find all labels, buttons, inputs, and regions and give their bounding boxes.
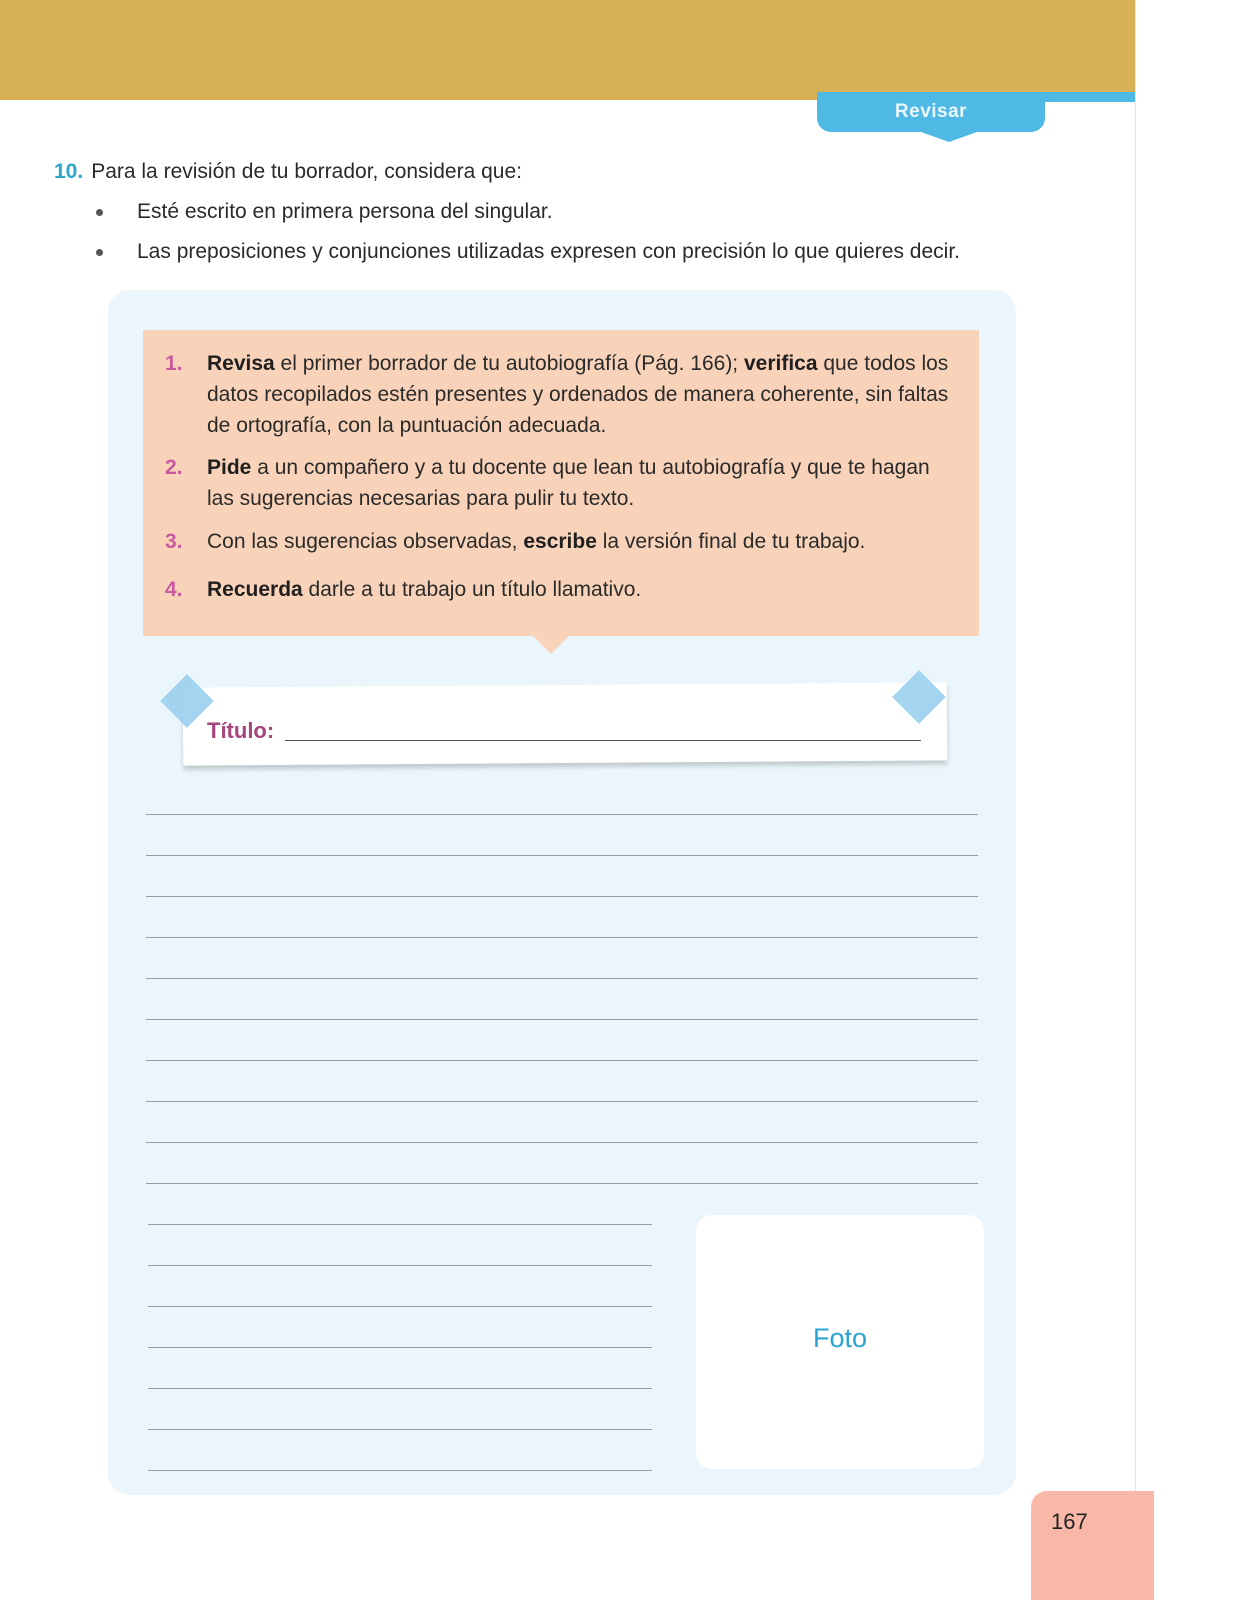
- page-edge: [1135, 0, 1236, 1600]
- step-text: que todos los datos recopilados estén presentes y ordenados de manera coherente, sin faltas de ortografía, con la puntuación adecuada.: [207, 352, 949, 437]
- title-strip: [183, 682, 948, 765]
- step-text: a un compañero y a tu docente que lean tu autobiografía y que te hagan las sugerencias necesarias para pulir tu texto.: [207, 456, 930, 510]
- writing-line[interactable]: [148, 1347, 652, 1348]
- writing-line[interactable]: [146, 814, 978, 815]
- question-number: 10.: [54, 160, 84, 183]
- question-prompt: [54, 160, 522, 184]
- title-label: Título:: [207, 718, 275, 743]
- photo-placeholder[interactable]: [696, 1215, 984, 1469]
- bullet-icon: [96, 249, 103, 256]
- step-text: la versión final de tu trabajo.: [596, 530, 866, 553]
- step-1: [165, 348, 955, 441]
- writing-line[interactable]: [148, 1306, 652, 1307]
- step-verb: verifica: [743, 352, 818, 375]
- step-verb: escribe: [523, 530, 597, 553]
- step-number: 3.: [165, 530, 183, 553]
- page-number: 167: [1051, 1509, 1088, 1534]
- step-text: darle a tu trabajo un título llamativo.: [302, 578, 642, 601]
- bullet-icon: [96, 209, 103, 216]
- writing-line[interactable]: [146, 937, 978, 938]
- step-number: 2.: [165, 456, 183, 479]
- writing-line[interactable]: [146, 1101, 978, 1102]
- writing-line[interactable]: [146, 896, 978, 897]
- page-number-tab: [1031, 1491, 1154, 1600]
- writing-line[interactable]: [146, 1142, 978, 1143]
- question-text: Para la revisión de tu borrador, considera que:: [91, 160, 522, 183]
- writing-line[interactable]: [148, 1470, 652, 1471]
- title-input-line[interactable]: [285, 740, 921, 741]
- instructions-box: [143, 330, 979, 636]
- writing-line[interactable]: [146, 1019, 978, 1020]
- writing-line[interactable]: [148, 1388, 652, 1389]
- list-item: [96, 200, 553, 224]
- step-verb: Recuerda: [207, 578, 303, 601]
- top-color-band: [0, 0, 1135, 100]
- step-number: 1.: [165, 352, 183, 375]
- writing-line[interactable]: [148, 1265, 652, 1266]
- step-verb: Revisa: [207, 352, 275, 375]
- writing-line[interactable]: [146, 1060, 978, 1061]
- section-tab-revisar: [817, 92, 1045, 132]
- step-4: [165, 574, 955, 605]
- photo-label: Foto: [812, 1323, 868, 1353]
- bullet-text: Las preposiciones y conjunciones utilizadas expresen con precisión lo que quieres decir.: [137, 240, 960, 263]
- step-3: [165, 526, 955, 557]
- step-text: el primer borrador de tu autobiografía (Pág. 166);: [274, 352, 744, 375]
- step-2: [165, 452, 955, 514]
- step-verb: Pide: [207, 456, 252, 479]
- section-strip: [1045, 92, 1135, 102]
- list-item: [96, 240, 960, 264]
- writing-line[interactable]: [148, 1224, 652, 1225]
- section-tab-label: Revisar: [894, 101, 968, 122]
- writing-line[interactable]: [148, 1429, 652, 1430]
- step-number: 4.: [165, 578, 183, 601]
- writing-line[interactable]: [146, 1183, 978, 1184]
- writing-line[interactable]: [146, 978, 978, 979]
- writing-line[interactable]: [146, 855, 978, 856]
- step-text: Con las sugerencias observadas,: [207, 530, 524, 553]
- bullet-text: Esté escrito en primera persona del singular.: [137, 200, 553, 223]
